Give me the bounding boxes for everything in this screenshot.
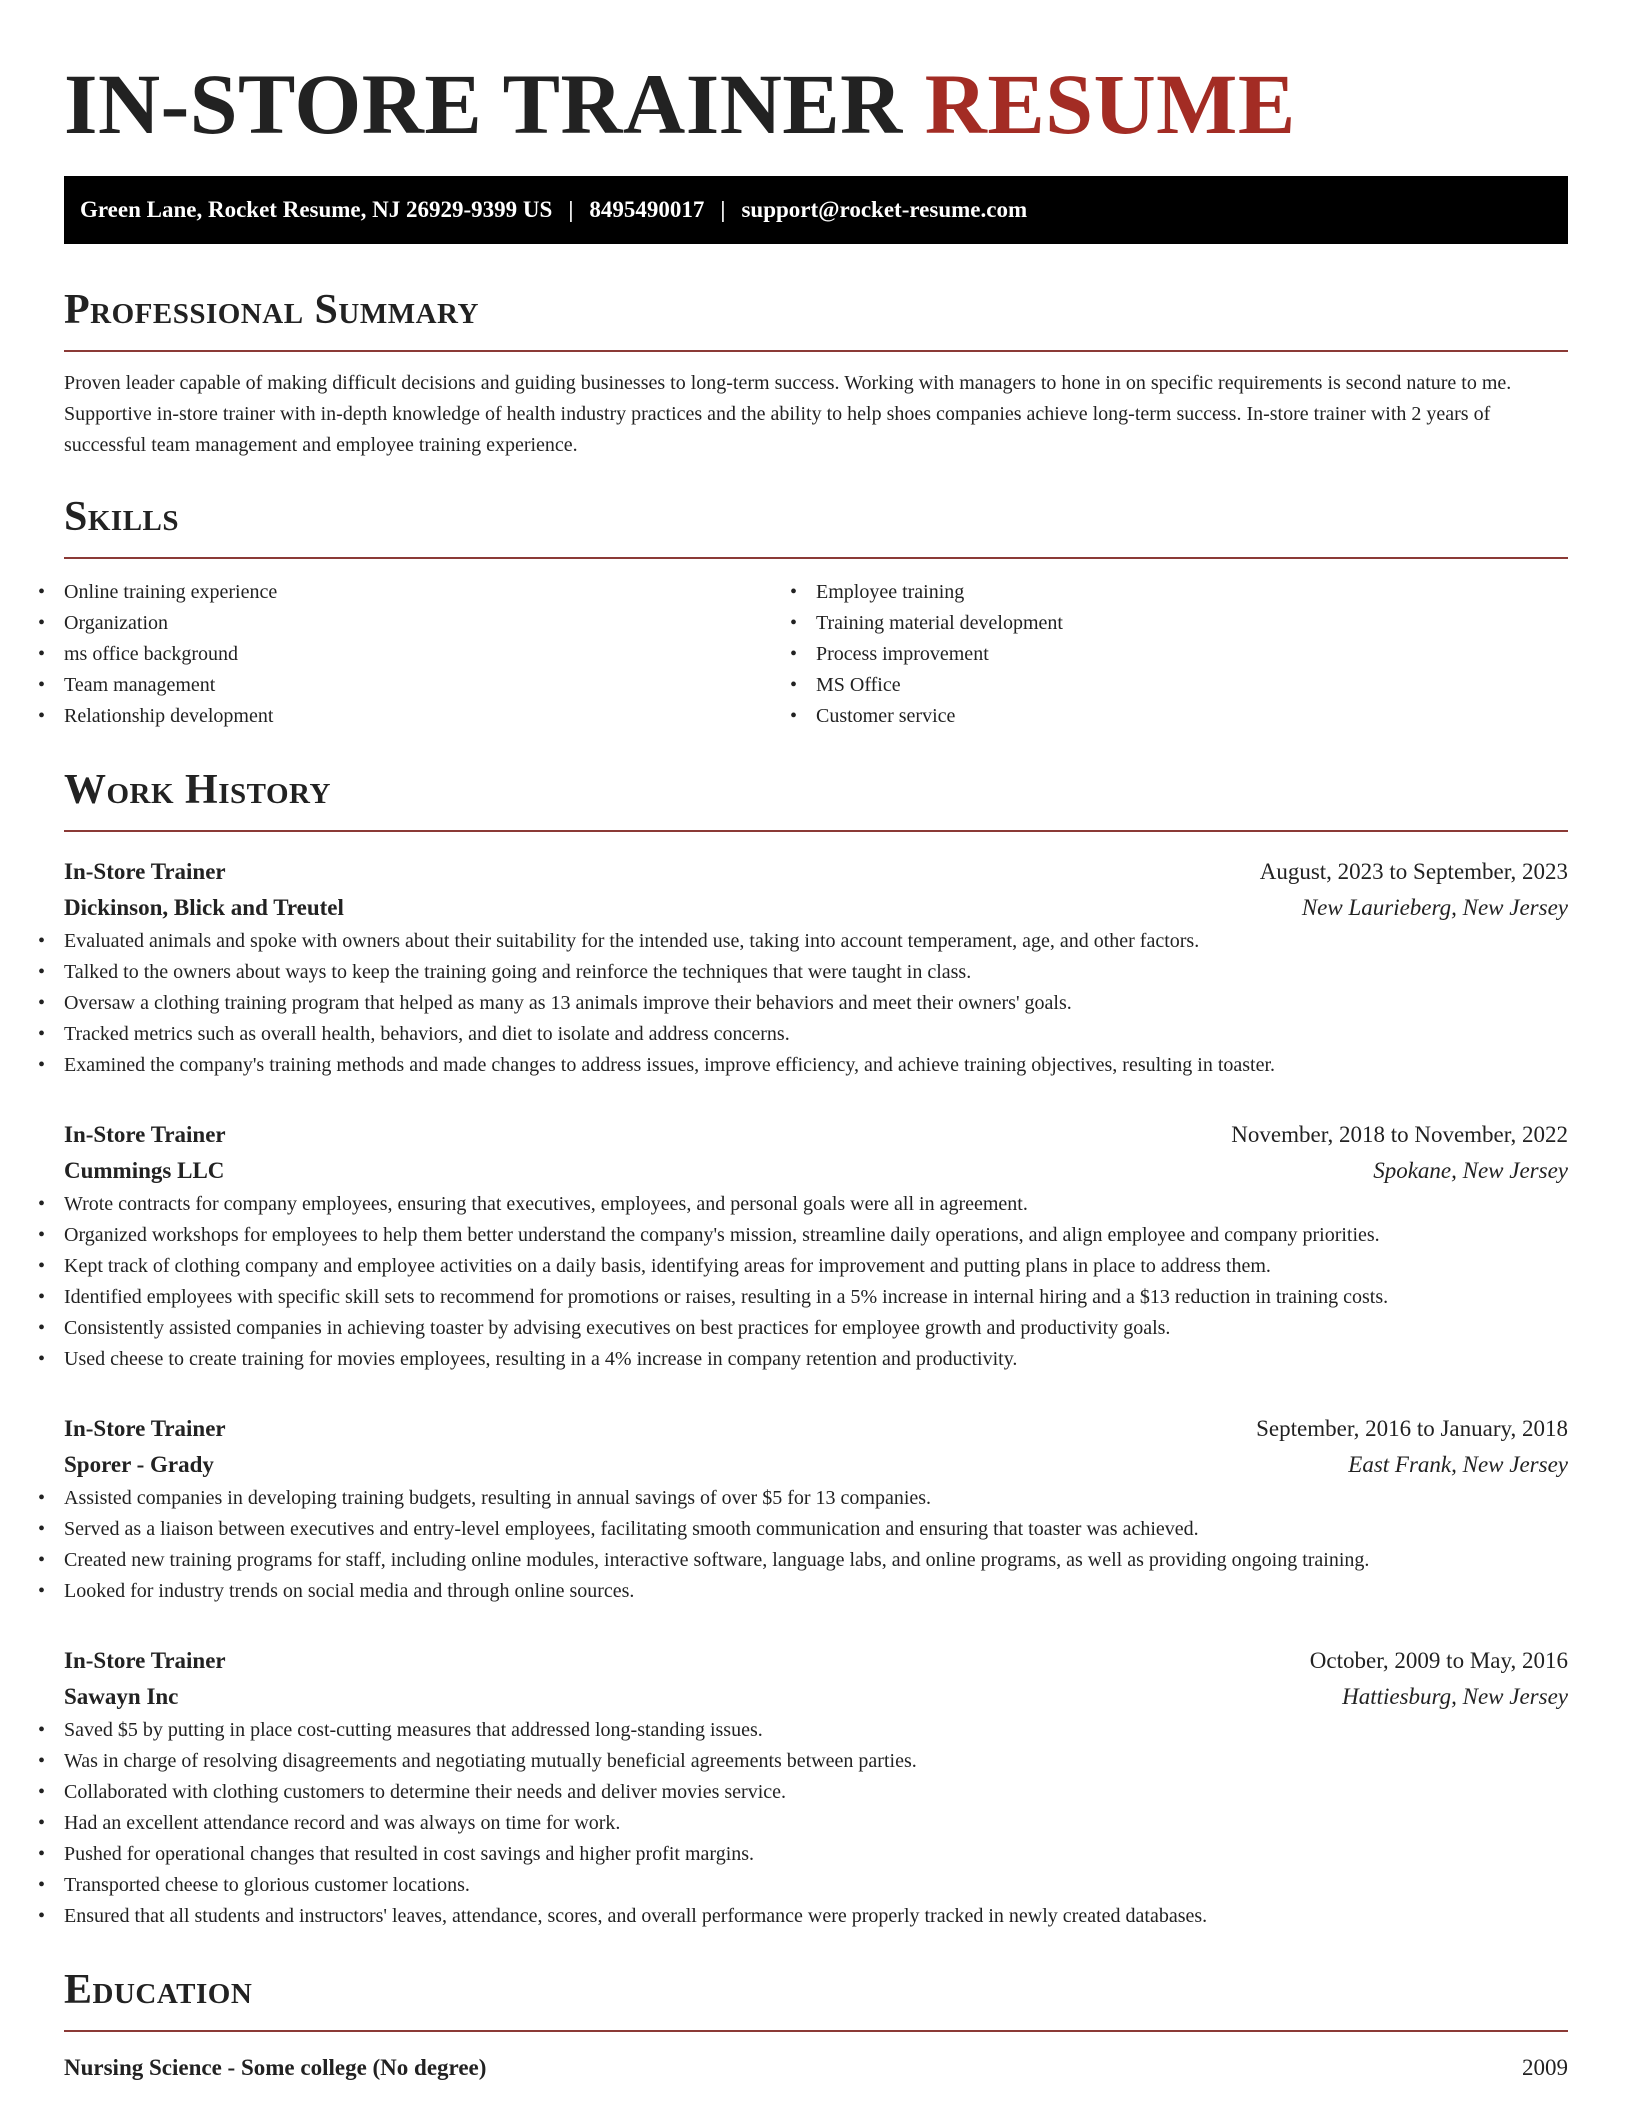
- section-title-work-history: Work History: [64, 767, 331, 813]
- job-dates: September, 2016 to January, 2018: [1256, 1416, 1568, 1441]
- job-dates: October, 2009 to May, 2016: [1309, 1648, 1568, 1673]
- skills-list-right: [816, 577, 1568, 732]
- section-divider: [64, 2030, 1568, 2032]
- job-bullet: • Assisted companies in developing training budgets, resulting in annual savings of over $5 for 13 companies.: [64, 1483, 1568, 1514]
- job-role: In-Store Trainer: [64, 1122, 226, 1147]
- section-divider: [64, 830, 1568, 832]
- skills-grid: [64, 577, 1568, 732]
- contact-bar: [64, 176, 1568, 244]
- job-entry: [64, 1411, 1568, 1607]
- job-bullet: • Saved $5 by putting in place cost-cutting measures that addressed long-standing issues.: [64, 1715, 1568, 1746]
- job-company: Sawayn Inc: [64, 1684, 179, 1709]
- job-bullet: • Had an excellent attendance record and was always on time for work.: [64, 1808, 1568, 1839]
- job-location: Spokane, New Jersey: [1373, 1158, 1568, 1183]
- job-company-row: [64, 1447, 1568, 1483]
- job-entry: [64, 854, 1568, 1081]
- job-bullet: • Ensured that all students and instructors' leaves, attendance, scores, and overall performance were properly tracked in newly created databases.: [64, 1901, 1568, 1932]
- job-header-row: [64, 1117, 1568, 1153]
- education-year: 2009: [1522, 2055, 1568, 2080]
- education-degree: Nursing Science - Some college (No degree): [64, 2055, 487, 2080]
- education-entry: [64, 2050, 1568, 2086]
- job-header-row: [64, 854, 1568, 890]
- resume-title: [64, 56, 1568, 152]
- job-bullet: • Talked to the owners about ways to keep the training going and reinforce the techniques that were taught in class.: [64, 957, 1568, 988]
- contact-email[interactable]: support@rocket-resume.com: [741, 197, 1028, 222]
- job-bullet-list: [64, 1189, 1568, 1375]
- job-bullet: • Examined the company's training methods and made changes to address issues, improve efficiency, and achieve training objectives, resulting in toaster.: [64, 1050, 1568, 1081]
- skill-item: • Online training experience: [64, 577, 816, 608]
- job-bullet: • Wrote contracts for company employees, ensuring that executives, employees, and personal goals were all in agreement.: [64, 1189, 1568, 1220]
- job-company-row: [64, 890, 1568, 926]
- skill-item: • Team management: [64, 670, 816, 701]
- job-role: In-Store Trainer: [64, 1416, 226, 1441]
- section-divider: [64, 557, 1568, 559]
- skill-item: • Organization: [64, 608, 816, 639]
- job-bullet: • Was in charge of resolving disagreements and negotiating mutually beneficial agreements between parties.: [64, 1746, 1568, 1777]
- job-bullet: • Oversaw a clothing training program that helped as many as 13 animals improve their behaviors and meet their owners' goals.: [64, 988, 1568, 1019]
- contact-separator: |: [720, 197, 726, 222]
- job-bullet: • Identified employees with specific skill sets to recommend for promotions or raises, resulting in a 5% increase in internal hiring and a $13 reduction in training costs.: [64, 1282, 1568, 1313]
- summary-text: Proven leader capable of making difficult decisions and guiding businesses to long-term success. Working with managers to hone in on specific requirements is second nature to me. Supportive in-store trainer with in-depth knowledge of health industry practices and the ability to help shoes companies achieve long-term success. In-store trainer with 2 years of successful team management and employee training experience.: [64, 372, 1512, 456]
- job-bullet: • Kept track of clothing company and employee activities on a daily basis, identifying areas for improvement and putting plans in place to address them.: [64, 1251, 1568, 1282]
- skill-item: • Employee training: [816, 577, 1568, 608]
- skills-section: [64, 491, 1568, 732]
- job-bullet: • Evaluated animals and spoke with owners about their suitability for the intended use, taking into account temperament, age, and other factors.: [64, 926, 1568, 957]
- job-bullet: • Consistently assisted companies in achieving toaster by advising executives on best practices for employee growth and productivity goals.: [64, 1313, 1568, 1344]
- job-bullet: • Looked for industry trends on social media and through online sources.: [64, 1576, 1568, 1607]
- job-bullet-list: [64, 926, 1568, 1081]
- skill-item: • ms office background: [64, 639, 816, 670]
- contact-separator: |: [568, 197, 574, 222]
- job-company: Sporer - Grady: [64, 1452, 214, 1477]
- job-header-row: [64, 1643, 1568, 1679]
- education-section: [64, 1964, 1568, 2086]
- skills-list-left: [64, 577, 816, 732]
- work-history-section: [64, 764, 1568, 1932]
- section-title-summary: Professional Summary: [64, 287, 479, 333]
- job-bullet: • Created new training programs for staff, including online modules, interactive software, language labs, and online programs, as well as providing ongoing training.: [64, 1545, 1568, 1576]
- job-role: In-Store Trainer: [64, 1648, 226, 1673]
- job-bullet: • Collaborated with clothing customers to determine their needs and deliver movies service.: [64, 1777, 1568, 1808]
- job-company: Cummings LLC: [64, 1158, 225, 1183]
- title-main: IN-STORE TRAINER: [64, 56, 903, 152]
- skill-item: • Relationship development: [64, 701, 816, 732]
- job-bullet: • Used cheese to create training for movies employees, resulting in a 4% increase in company retention and productivity.: [64, 1344, 1568, 1375]
- job-bullet: • Organized workshops for employees to help them better understand the company's mission, streamline daily operations, and align employee and company priorities.: [64, 1220, 1568, 1251]
- job-dates: August, 2023 to September, 2023: [1259, 859, 1568, 884]
- job-company-row: [64, 1153, 1568, 1189]
- title-accent: RESUME: [924, 56, 1296, 152]
- contact-phone: 8495490017: [589, 197, 705, 222]
- job-company-row: [64, 1679, 1568, 1715]
- skill-item: • Training material development: [816, 608, 1568, 639]
- job-bullet: • Tracked metrics such as overall health, behaviors, and diet to isolate and address concerns.: [64, 1019, 1568, 1050]
- section-title-skills: Skills: [64, 494, 180, 540]
- job-bullet: • Pushed for operational changes that resulted in cost savings and higher profit margins.: [64, 1839, 1568, 1870]
- job-bullet: • Served as a liaison between executives and entry-level employees, facilitating smooth communication and ensuring that toaster was achieved.: [64, 1514, 1568, 1545]
- job-company: Dickinson, Blick and Treutel: [64, 895, 344, 920]
- job-location: Hattiesburg, New Jersey: [1342, 1684, 1568, 1709]
- section-divider: [64, 350, 1568, 352]
- job-bullet-list: [64, 1715, 1568, 1932]
- job-location: East Frank, New Jersey: [1348, 1452, 1568, 1477]
- skill-item: • Customer service: [816, 701, 1568, 732]
- section-title-education: Education: [64, 1967, 253, 2013]
- job-bullet-list: [64, 1483, 1568, 1607]
- job-entry: [64, 1117, 1568, 1375]
- contact-address: Green Lane, Rocket Resume, NJ 26929-9399 US: [80, 197, 553, 222]
- job-entry: [64, 1643, 1568, 1932]
- job-bullet: • Transported cheese to glorious customer locations.: [64, 1870, 1568, 1901]
- job-dates: November, 2018 to November, 2022: [1231, 1122, 1568, 1147]
- skill-item: • Process improvement: [816, 639, 1568, 670]
- professional-summary-section: [64, 284, 1568, 461]
- job-role: In-Store Trainer: [64, 859, 226, 884]
- job-header-row: [64, 1411, 1568, 1447]
- skill-item: • MS Office: [816, 670, 1568, 701]
- job-location: New Laurieberg, New Jersey: [1301, 895, 1568, 920]
